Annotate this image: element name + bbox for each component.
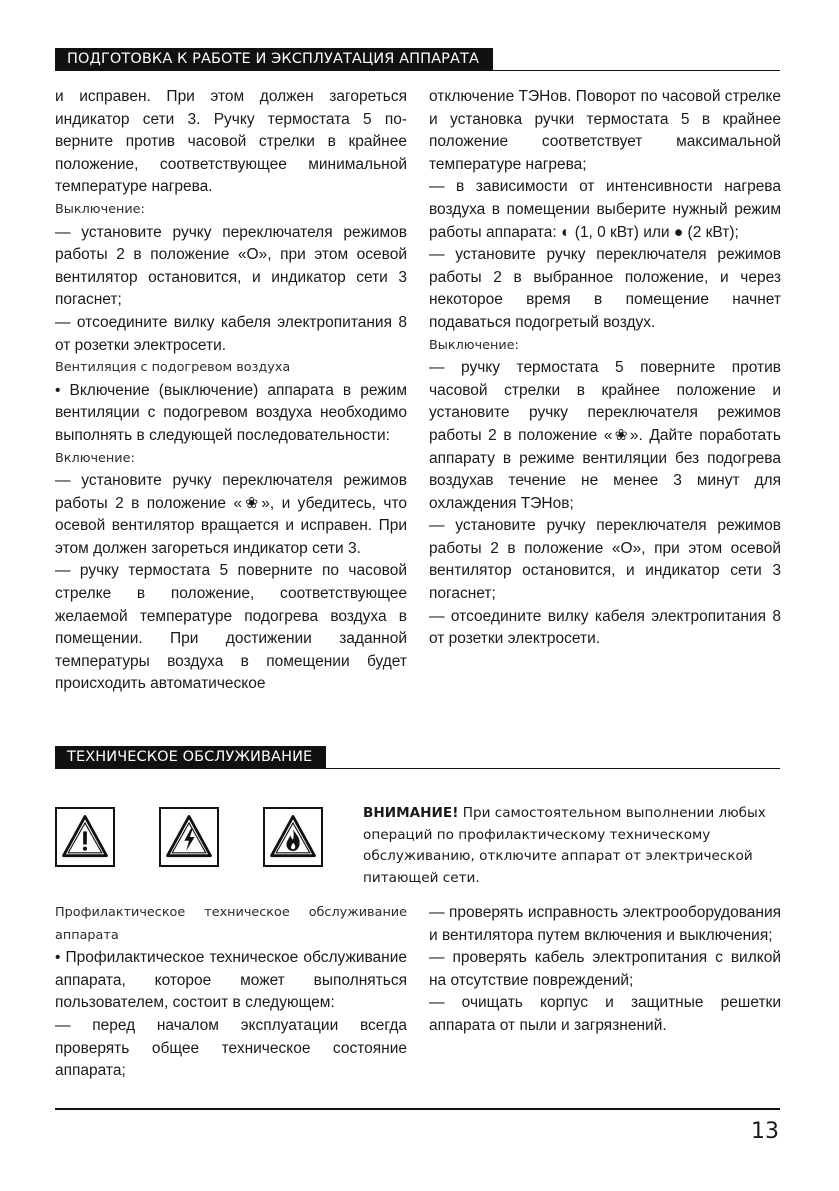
paragraph: — установите ручку переключателя режимов работы 2 в выбранное положение, и через некоторое время в помещение начнет подаваться подогретый воздух. [429,246,781,331]
paragraph: • Профилактическое техническое обслуживание аппарата, которое может выполняться пользователем, состоит в следующем: [55,949,407,1012]
paragraph: Профилактическое техническое обслуживание аппарата [55,905,407,943]
paragraph: — проверять кабель электропитания с вилкой на отсутствие повреждений; [429,949,781,989]
warning-notice [363,803,781,889]
paragraph: — проверять исправность электрооборудования и вентилятора путем включения и выключения; [429,904,781,944]
paragraph: Выключение: [429,337,519,353]
text-column-1 [55,86,407,696]
paragraph: Включение: [55,450,135,466]
paragraph: — отсоедините вилку кабеля электропитания 8 от розетки электросети. [429,607,781,648]
paragraph: — установите ручку переключателя режимов работы 2 в положение «О», при этом осевой вентилятор остановится, и индикатор сети 3 погаснет; [55,223,407,309]
warning-text: При самостоятельном выполнении любых операций по профилактическому техническому обслуживанию, отключите аппарат от электрической питающей сети. [363,805,766,886]
paragraph: — перед началом эксплуатации всегда проверять общее техническое состояние аппарата; [55,1016,407,1080]
paragraph: — очищать корпус и защитные решетки аппарата от пыли и загрязнений. [429,994,781,1034]
text-column-2 [429,86,781,651]
paragraph: Вентиляция с подогревом воздуха [55,360,291,376]
section-title: ПОДГОТОВКА К РАБОТЕ И ЭКСПЛУАТАЦИЯ АППАРАТА [55,48,493,70]
paragraph: и исправен. При этом должен загореться индикатор сети 3. Ручку термостата 5 по-верните против часовой стрелки в крайнее положение, соответствующее минимальной температуре нагрева. [55,88,407,196]
fire-warning-icon [263,807,323,867]
paragraph: — установите ручку переключателя режимов работы 2 в положение «❀», и убедитесь, что осевой вентилятор вращается и исправен. При этом должен загореться индикатор сети 3. [55,472,407,557]
paragraph: — в зависимости от интенсивности нагрева воздуха в помещении выберите нужный режим работы аппарата: ◐ (1, 0 кВт) или ● (2 кВт); [429,178,781,241]
section-title: ТЕХНИЧЕСКОЕ ОБСЛУЖИВАНИЕ [55,746,326,768]
paragraph: отключение ТЭНов. Поворот по часовой стрелке и установка ручки термостата 5 в крайнее положение соответствует максимальной температуре нагрева; [429,88,781,173]
section-header-preparation [55,48,780,71]
page-number: 13 [751,1119,779,1144]
paragraph: — отсоедините вилку кабеля электропитания 8 от розетки электросети. [55,313,407,354]
text-column-4 [429,902,781,1038]
warning-label: ВНИМАНИЕ! [363,805,459,821]
paragraph: Выключение: [55,201,145,217]
paragraph: — установите ручку переключателя режимов работы 2 в положение «О», при этом осевой вентилятор остановится, и индикатор сети 3 погаснет; [429,517,781,603]
text-column-3 [55,902,407,1083]
electric-shock-warning-icon [159,807,219,867]
section-header-maintenance [55,746,780,769]
paragraph: — ручку термостата 5 поверните против часовой стрелки в крайнее положение и установите ручку переключателя режимов работы 2 в положение «❀». Дайте поработать аппарату в режиме вентиляции без подогрева воздухав течение не менее 3 минут для охлаждения ТЭНов; [429,359,781,512]
exclamation-warning-icon [55,807,115,867]
paragraph: — ручку термостата 5 поверните по часовой стрелке в положение, соответствующее желаемой температуре подогрева воздуха в помещении. При достижении заданной температуры воздуха в помещении будет происходить автоматическое [55,562,407,693]
footer-divider [55,1108,780,1110]
paragraph: • Включение (выключение) аппарата в режим вентиляции с подогревом воздуха необходимо выполнять в следующей последовательности: [55,381,407,444]
